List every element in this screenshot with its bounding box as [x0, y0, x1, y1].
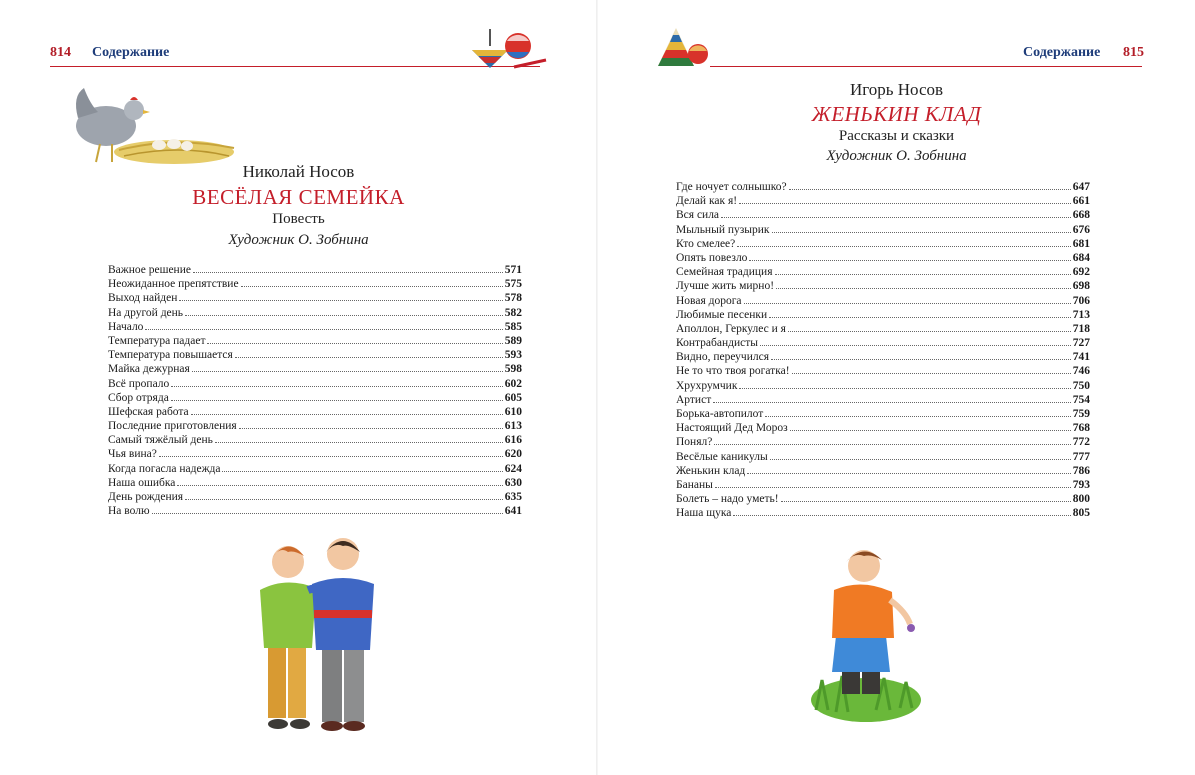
- toc-entry: [108, 277, 522, 291]
- toc-entry-title: Не то что твоя рогатка!: [676, 365, 790, 378]
- toc-entry-page: 593: [504, 349, 522, 362]
- toc-dot-leader: [152, 513, 503, 514]
- toc-entry-page: 676: [1072, 223, 1090, 236]
- toc-entry: [676, 450, 1090, 464]
- toc-dot-leader: [713, 402, 1071, 403]
- toc-entry: [108, 504, 522, 518]
- toc-dot-leader: [769, 317, 1071, 318]
- toc-entry-page: 772: [1072, 436, 1090, 449]
- toc-dot-leader: [776, 288, 1071, 289]
- pyramid-ball-toys-illustration: [654, 24, 714, 68]
- header-rule: [710, 66, 1142, 67]
- book-title: ЖЕНЬКИН КЛАД: [811, 102, 982, 126]
- toc-entry-title: Сбор отряда: [108, 391, 169, 404]
- page-number: 815: [1123, 45, 1144, 60]
- toc-entry-title: Артист: [676, 393, 712, 406]
- toc-entry-page: 805: [1072, 507, 1090, 520]
- toc-dot-leader: [191, 414, 503, 415]
- toc-entry-page: 641: [504, 505, 522, 518]
- toc-dot-leader: [171, 386, 502, 387]
- toc-entry: [676, 237, 1090, 251]
- toc-dot-leader: [775, 274, 1071, 275]
- toc-dot-leader: [792, 373, 1071, 374]
- toc-entry: [676, 208, 1090, 222]
- toc-dot-leader: [772, 232, 1071, 233]
- toc-entry-page: 585: [504, 320, 522, 333]
- toc-entry-page: 698: [1072, 280, 1090, 293]
- toc-entry-title: Шефская работа: [108, 405, 189, 418]
- toc-entry-title: Борька-автопилот: [676, 408, 764, 420]
- toc-dot-leader: [765, 416, 1071, 417]
- illustrator-credit: Художник О. Зобнина: [826, 148, 967, 164]
- toc-entry-title: Опять повезло: [676, 251, 748, 264]
- toc-dot-leader: [192, 371, 503, 372]
- toc-dot-leader: [235, 357, 503, 358]
- toc-dot-leader: [171, 400, 503, 401]
- toc-entry-title: Новая дорога: [676, 294, 742, 307]
- toc-dot-leader: [770, 459, 1071, 460]
- table-of-contents: [108, 263, 522, 518]
- toc-entry-title: Бананы: [676, 478, 713, 491]
- toc-dot-leader: [179, 300, 502, 301]
- toc-entry-title: На волю: [108, 505, 150, 518]
- toc-entry: [108, 334, 522, 348]
- toc-entry: [108, 433, 522, 447]
- toc-entry: [108, 377, 522, 391]
- running-title: Содержание: [1023, 45, 1101, 60]
- toc-dot-leader: [737, 246, 1070, 247]
- toc-dot-leader: [207, 343, 502, 344]
- toc-dot-leader: [747, 473, 1070, 474]
- toc-dot-leader: [185, 315, 503, 316]
- toc-dot-leader: [241, 286, 503, 287]
- hen-on-nest-illustration: [64, 78, 239, 170]
- toc-entry-title: Последние приготовления: [108, 420, 237, 433]
- toc-entry: [108, 476, 522, 490]
- toc-entry: [108, 405, 522, 419]
- toc-dot-leader: [715, 487, 1071, 488]
- running-title: Содержание: [92, 45, 170, 60]
- toc-entry: [676, 194, 1090, 208]
- toc-entry-title: Лучше жить мирно!: [676, 280, 775, 293]
- toc-dot-leader: [177, 485, 502, 486]
- toc-entry-title: Всё пропало: [108, 377, 170, 390]
- toc-dot-leader: [744, 303, 1071, 304]
- toc-entry-title: Вся сила: [676, 209, 720, 222]
- toc-entry: [676, 478, 1090, 492]
- toc-entry-page: 750: [1072, 379, 1090, 392]
- toc-entry: [108, 490, 522, 504]
- toc-entry-page: 620: [504, 448, 522, 461]
- toc-entry-page: 793: [1072, 478, 1090, 491]
- toc-entry-page: 602: [504, 377, 522, 390]
- toc-entry-title: Весёлые каникулы: [676, 450, 768, 463]
- toc-entry-title: Хрухрумчик: [676, 379, 738, 392]
- toc-entry: [108, 291, 522, 305]
- toc-entry: [676, 279, 1090, 293]
- toc-entry-title: Мыльный пузырик: [676, 223, 770, 236]
- toc-dot-leader: [215, 442, 503, 443]
- toc-dot-leader: [771, 359, 1071, 360]
- toc-entry: [676, 421, 1090, 435]
- toc-entry-page: 684: [1072, 251, 1090, 264]
- toc-entry-title: Настоящий Дед Мороз: [676, 422, 788, 435]
- toc-entry: [108, 263, 522, 277]
- toc-dot-leader: [185, 499, 503, 500]
- toc-entry: [676, 180, 1090, 194]
- toc-entry-page: 692: [1072, 266, 1090, 279]
- top-ball-toys-illustration: [462, 24, 552, 76]
- toc-dot-leader: [739, 203, 1071, 204]
- toc-entry-title: Женькин клад: [676, 464, 746, 477]
- toc-entry-title: Где ночует солнышко?: [676, 181, 787, 193]
- toc-entry-page: 713: [1072, 308, 1090, 321]
- toc-entry: [108, 391, 522, 405]
- book-subtitle: Рассказы и сказки: [838, 128, 955, 144]
- toc-dot-leader: [721, 217, 1071, 218]
- toc-entry-title: Неожиданное препятствие: [108, 278, 239, 291]
- toc-entry: [108, 419, 522, 433]
- toc-entry: [108, 462, 522, 476]
- toc-entry: [108, 306, 522, 320]
- toc-entry-title: Кто смелее?: [676, 237, 736, 250]
- left-page: [0, 0, 597, 775]
- toc-dot-leader: [749, 260, 1070, 261]
- toc-entry-title: Наша ошибка: [108, 476, 176, 489]
- toc-dot-leader: [789, 189, 1071, 190]
- toc-entry-page: 598: [504, 363, 522, 376]
- toc-entry-title: Важное решение: [108, 264, 191, 276]
- book-subtitle: Повесть: [272, 211, 325, 227]
- toc-entry-title: Начало: [108, 320, 144, 333]
- toc-entry-page: 706: [1072, 294, 1090, 307]
- toc-entry-page: 718: [1072, 322, 1090, 335]
- toc-entry: [676, 492, 1090, 506]
- toc-dot-leader: [239, 428, 503, 429]
- toc-entry-title: День рождения: [108, 491, 184, 503]
- toc-dot-leader: [788, 331, 1071, 332]
- boy-in-grass-illustration: [806, 540, 926, 740]
- toc-entry: [676, 336, 1090, 350]
- toc-entry: [108, 362, 522, 376]
- toc-entry-page: 630: [504, 476, 522, 489]
- right-page: [598, 0, 1195, 775]
- illustrator-credit: Художник О. Зобнина: [228, 232, 369, 248]
- toc-entry-title: Чья вина?: [108, 448, 157, 461]
- toc-entry: [108, 447, 522, 461]
- toc-entry-title: Температура повышается: [108, 349, 233, 362]
- toc-dot-leader: [790, 430, 1071, 431]
- toc-entry-page: 727: [1072, 337, 1090, 350]
- toc-entry-page: 786: [1072, 464, 1090, 477]
- toc-entry-page: 741: [1072, 351, 1090, 364]
- toc-entry-title: Делай как я!: [676, 195, 738, 208]
- toc-entry: [676, 350, 1090, 364]
- toc-entry-page: 777: [1072, 450, 1090, 463]
- toc-entry-page: 575: [504, 278, 522, 291]
- toc-dot-leader: [193, 272, 503, 273]
- toc-entry: [676, 407, 1090, 421]
- toc-entry: [676, 322, 1090, 336]
- toc-entry-title: На другой день: [108, 306, 184, 319]
- page-number: 814: [50, 45, 71, 60]
- toc-entry-page: 754: [1072, 393, 1090, 406]
- two-boys-embracing-illustration: [248, 528, 383, 740]
- toc-entry-page: 578: [504, 292, 522, 305]
- toc-entry-title: Видно, переучился: [676, 351, 769, 364]
- toc-entry-title: Понял?: [676, 436, 713, 449]
- toc-entry: [108, 348, 522, 362]
- book-title: ВЕСЁЛАЯ СЕМЕЙКА: [192, 185, 405, 209]
- toc-entry: [676, 294, 1090, 308]
- toc-entry-page: 759: [1072, 408, 1090, 420]
- author-name: Николай Носов: [242, 162, 355, 181]
- toc-entry: [108, 320, 522, 334]
- toc-entry-title: Когда погасла надежда: [108, 462, 221, 475]
- toc-entry: [676, 308, 1090, 322]
- toc-entry: [676, 364, 1090, 378]
- toc-dot-leader: [760, 345, 1071, 346]
- toc-entry-title: Выход найден: [108, 292, 178, 305]
- toc-entry-page: 624: [504, 462, 522, 475]
- toc-dot-leader: [781, 501, 1071, 502]
- toc-entry-page: 613: [504, 420, 522, 433]
- toc-dot-leader: [733, 515, 1070, 516]
- toc-entry-page: 635: [504, 491, 522, 503]
- toc-dot-leader: [159, 456, 503, 457]
- toc-entry: [676, 393, 1090, 407]
- toc-entry-title: Болеть – надо уметь!: [676, 493, 779, 506]
- toc-entry: [676, 464, 1090, 478]
- toc-dot-leader: [739, 388, 1070, 389]
- table-of-contents: [676, 180, 1090, 521]
- toc-entry-page: 681: [1072, 237, 1090, 250]
- toc-entry-title: Аполлон, Геркулес и я: [676, 322, 786, 335]
- toc-entry: [676, 223, 1090, 237]
- toc-entry-page: 800: [1072, 493, 1090, 506]
- toc-entry-title: Наша щука: [676, 507, 732, 520]
- toc-entry-page: 605: [504, 391, 522, 404]
- toc-entry: [676, 379, 1090, 393]
- toc-dot-leader: [222, 471, 502, 472]
- author-name: Игорь Носов: [849, 80, 944, 99]
- toc-dot-leader: [145, 329, 502, 330]
- toc-entry: [676, 435, 1090, 449]
- toc-dot-leader: [714, 444, 1070, 445]
- toc-entry-title: Контрабандисты: [676, 337, 758, 350]
- toc-entry-title: Семейная традиция: [676, 266, 773, 279]
- toc-entry-page: 589: [504, 334, 522, 347]
- toc-entry-page: 582: [504, 306, 522, 319]
- toc-entry-page: 668: [1072, 209, 1090, 222]
- toc-entry: [676, 251, 1090, 265]
- toc-entry-title: Температура падает: [108, 334, 206, 347]
- toc-entry-title: Майка дежурная: [108, 363, 190, 376]
- toc-entry-title: Любимые песенки: [676, 308, 768, 321]
- toc-entry: [676, 506, 1090, 520]
- toc-entry-page: 610: [504, 405, 522, 418]
- toc-entry-page: 571: [504, 264, 522, 276]
- toc-entry-title: Самый тяжёлый день: [108, 434, 213, 447]
- toc-entry-page: 616: [504, 434, 522, 447]
- toc-entry-page: 647: [1072, 181, 1090, 193]
- toc-entry-page: 746: [1072, 365, 1090, 378]
- toc-entry: [676, 265, 1090, 279]
- toc-entry-page: 661: [1072, 195, 1090, 208]
- toc-entry-page: 768: [1072, 422, 1090, 435]
